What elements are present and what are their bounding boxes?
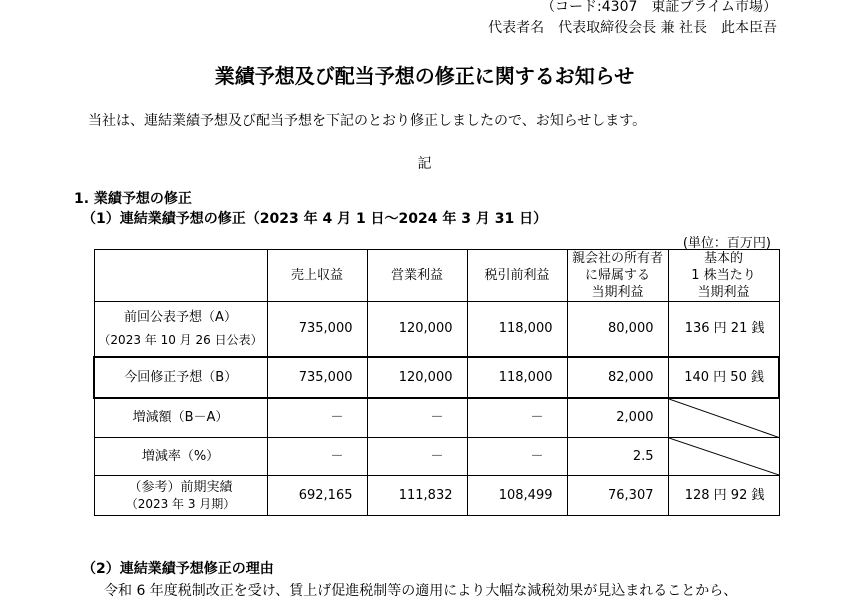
cell-rate-net: 2.5 [567, 438, 668, 476]
section1-subheading: （1）連結業績予想の修正（2023 年 4 月 1 日～2024 年 3 月 31 日） [82, 211, 548, 227]
cell-diff-net: 2,000 [567, 398, 668, 438]
header-eps-line2: 1 株当たり [691, 268, 756, 283]
section1-heading: 1. 業績予想の修正 [74, 191, 192, 207]
cell-rate-pretax: － [467, 438, 567, 476]
cell-prev-eps: 136 円 21 銭 [668, 302, 779, 357]
cell-diff-eps-empty [668, 398, 779, 438]
cell-ref-pretax: 108,499 [467, 476, 567, 516]
cell-ref-eps: 128 円 92 銭 [668, 476, 779, 516]
cell-ref-revenue: 692,165 [267, 476, 367, 516]
cell-prev-net: 80,000 [567, 302, 668, 357]
row-label-prev-sub: （2023 年 10 月 26 日公表） [98, 332, 263, 347]
cell-rate-operating: － [367, 438, 467, 476]
cell-curr-pretax: 118,000 [467, 357, 567, 398]
forecast-table [93, 249, 780, 516]
section2-heading: （2）連結業績予想修正の理由 [82, 561, 274, 577]
ki-mark: 記 [417, 156, 432, 172]
cell-ref-net: 76,307 [567, 476, 668, 516]
row-label-prev-main: 前回公表予想（A） [124, 309, 237, 325]
header-net [567, 250, 668, 302]
table-row-prev [94, 302, 779, 357]
header-net-line3: 当期利益 [591, 285, 644, 300]
section2-text: 令和 6 年度税制改正を受け、賃上げ促進税制等の適用により大幅な減税効果が見込まれることから、 [104, 583, 738, 599]
company-code: （コード:4307 東証プライム市場） [541, 0, 777, 15]
row-label-ref-main: （参考）前期実績 [128, 479, 233, 495]
cell-diff-revenue: － [267, 398, 367, 438]
cell-curr-net: 82,000 [567, 357, 668, 398]
cell-diff-pretax: － [467, 398, 567, 438]
table-row-diff [94, 398, 779, 438]
row-label-rate: 増減率（%） [94, 438, 267, 476]
header-eps-line1: 基本的 [703, 251, 743, 266]
header-revenue: 売上収益 [267, 250, 367, 302]
header-eps [668, 250, 779, 302]
table-row-ref [94, 476, 779, 516]
header-net-line1: 親会社の所有者 [571, 251, 663, 266]
cell-rate-revenue: － [267, 438, 367, 476]
header-net-line2: に帰属する [584, 268, 650, 283]
diagonal-line [669, 438, 779, 475]
cell-curr-eps: 140 円 50 銭 [668, 357, 779, 398]
diagonal-line [669, 399, 779, 438]
cell-prev-revenue: 735,000 [267, 302, 367, 357]
intro-text: 当社は、連結業績予想及び配当予想を下記のとおり修正しましたので、お知らせします。 [88, 113, 647, 129]
table-row-rate [94, 438, 779, 476]
cell-curr-operating: 120,000 [367, 357, 467, 398]
cell-diff-operating: － [367, 398, 467, 438]
unit-note: (単位：百万円) [682, 236, 771, 251]
representative: 代表者名 代表取締役会長 兼 社長 此本臣吾 [488, 20, 777, 36]
header-pretax: 税引前利益 [467, 250, 567, 302]
header-operating: 営業利益 [367, 250, 467, 302]
cell-rate-eps-empty [668, 438, 779, 476]
row-label-ref-sub: （2023 年 3 月期） [125, 496, 236, 511]
row-label-diff: 増減額（B－A） [94, 398, 267, 438]
cell-prev-operating: 120,000 [367, 302, 467, 357]
row-label-curr: 今回修正予想（B） [94, 357, 267, 398]
cell-ref-operating: 111,832 [367, 476, 467, 516]
page-title: 業績予想及び配当予想の修正に関するお知らせ [214, 64, 635, 88]
cell-prev-pretax: 118,000 [467, 302, 567, 357]
row-label-ref [94, 476, 267, 516]
row-label-prev [94, 302, 267, 357]
header-eps-line3: 当期利益 [697, 285, 750, 300]
cell-curr-revenue: 735,000 [267, 357, 367, 398]
table-row-curr [94, 357, 779, 398]
table-header-row [94, 250, 779, 302]
header-blank [94, 250, 267, 302]
